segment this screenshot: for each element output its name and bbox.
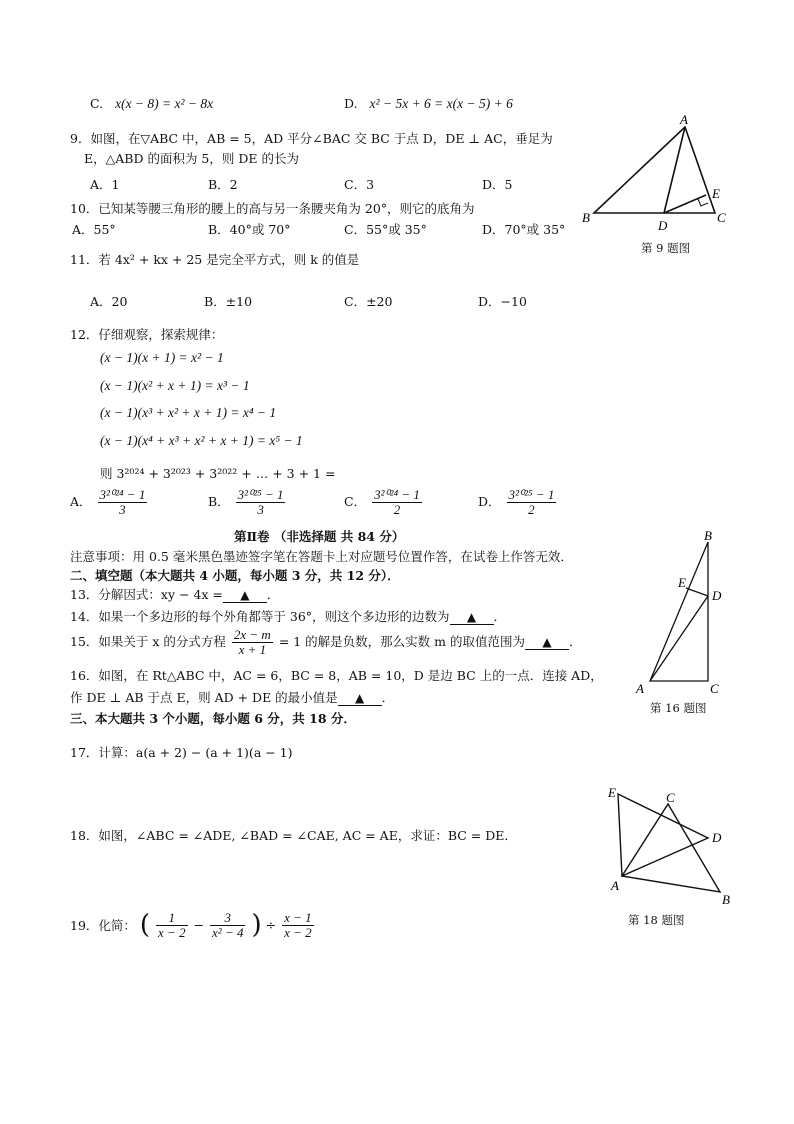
q11-option-a: A．20: [90, 294, 128, 309]
q16-label-c: C: [710, 681, 719, 696]
q16-label-a: A: [636, 681, 644, 696]
part2-notice: 注意事项：用 0.5 毫米黑色墨迹签字笔在答题卡上对应题号位置作答，在试卷上作答无效．: [70, 549, 573, 564]
section2-heading: 二、填空题（本大题共 4 小题，每小题 3 分，共 12 分）．: [70, 568, 400, 583]
q9-stem-line2: E，△ABD 的面积为 5，则 DE 的长为: [84, 151, 299, 166]
q17: 17．计算：a(a + 2) − (a + 1)(a − 1): [70, 745, 293, 760]
q9-label-d: D: [658, 218, 668, 233]
q12-rule-2: (x − 1)(x² + x + 1) = x³ − 1: [100, 378, 250, 393]
q12-rule-3: (x − 1)(x³ + x² + x + 1) = x⁴ − 1: [100, 405, 277, 420]
segment-de: [686, 588, 708, 596]
q11-option-b: B．±10: [204, 294, 253, 309]
q9-option-a: A．1: [90, 177, 120, 192]
q9-stem-line1: 9．如图，在▽ABC 中，AB = 5，AD 平分∠BAC 交 BC 于点 D，DE ⊥ AC，垂足为: [70, 131, 553, 146]
q19-left-paren: (: [139, 910, 151, 940]
q18: 18．如图，∠ABC = ∠ADE, ∠BAD = ∠CAE, AC = AE，求证：BC = DE．: [70, 828, 517, 843]
q10-option-d: D．70°或 35°: [482, 222, 566, 237]
q8-option-c: C. x(x − 8) = x² − 8x: [90, 96, 214, 111]
q12-rule-4: (x − 1)(x⁴ + x³ + x² + x + 1) = x⁵ − 1: [100, 433, 303, 448]
q12-option-d-fraction: $\frac{\text{3²⁰²⁵ − 1}}{2}$: [508, 487, 555, 517]
q15-answer-blank: ▲: [525, 635, 569, 650]
section3-heading: 三、本大题共 3 个小题，每小题 6 分，共 18 分．: [70, 711, 356, 726]
q9-label-b: B: [582, 210, 590, 225]
triangle-ade: [618, 794, 708, 876]
q11-option-d: D．−10: [478, 294, 527, 309]
q12-option-a: A． $\frac{\text{3²⁰²⁴ − 1}}{3}$: [70, 487, 146, 517]
q18-figure: [600, 780, 740, 910]
q12-option-a-fraction: $\frac{\text{3²⁰²⁴ − 1}}{3}$: [99, 487, 146, 517]
q14: 14．如果一个多边形的每个外角都等于 36°，则这个多边形的边数为 ▲ ．: [70, 609, 507, 624]
right-angle-mark: [698, 199, 708, 206]
q9-label-a: A: [680, 112, 688, 127]
q9-label-e: E: [712, 186, 720, 201]
q18-label-e: E: [608, 785, 616, 800]
q12-stem: 12．仔细观察，探索规律：: [70, 327, 224, 342]
q19-fraction-1: $\frac{1}{x - 2}$: [158, 909, 186, 940]
segment-ad: [664, 127, 685, 213]
q9-caption: 第 9 题图: [641, 241, 691, 255]
q18-label-a: A: [611, 878, 619, 893]
q9-figure: [578, 110, 748, 260]
q9-option-c: C．3: [344, 177, 375, 192]
q12-option-c: C． $\frac{\text{3²⁰²⁴ − 1}}{2}$: [344, 487, 420, 517]
q10-option-b: B．40°或 70°: [208, 222, 291, 237]
q18-label-c: C: [666, 790, 675, 805]
q19: 19．化简： ( $\frac{1}{x - 2}$ − $\frac{3}{\text{x² − 4}}$ ) ÷ $\frac{x - 1}{x - 2}$: [70, 909, 312, 940]
q9-option-b: B．2: [208, 177, 238, 192]
q16-answer-blank: ▲: [338, 691, 382, 706]
q11-stem: 11．若 4x² + kx + 25 是完全平方式，则 k 的值是: [70, 252, 360, 267]
q9-label-c: C: [717, 210, 726, 225]
q16-label-d: D: [712, 588, 722, 603]
q14-answer-blank: ▲: [450, 610, 494, 625]
q18-label-b: B: [722, 892, 730, 907]
q9-option-d: D．5: [482, 177, 513, 192]
triangle-abc: [650, 542, 708, 681]
q11-option-c: C．±20: [344, 294, 393, 309]
q19-fraction-3: $\frac{x - 1}{x - 2}$: [284, 909, 312, 940]
q10-option-c: C．55°或 35°: [344, 222, 427, 237]
q8-option-c-expr: x(x − 8) = x² − 8x: [115, 96, 214, 111]
q15-fraction: $\frac{2x - m}{x + 1}$: [233, 627, 271, 657]
q18-label-d: D: [712, 830, 722, 845]
q16-figure: [628, 530, 728, 698]
q13: 13．分解因式：xy − 4x = ▲ ．: [70, 587, 280, 602]
q10-option-a: A．55°: [72, 222, 116, 237]
q16-label-b: B: [704, 530, 712, 543]
triangle-abc: [594, 127, 715, 213]
q15: 15．如果关于 x 的分式方程 $\frac{2x - m}{x + 1}$ = 1 的解是负数，那么实数 m 的取值范围为 ▲ ．: [70, 627, 582, 657]
q10-stem: 10．已知某等腰三角形的腰上的高与另一条腰夹角为 20°，则它的底角为: [70, 201, 475, 216]
q16-stem-line1: 16．如图，在 Rt△ABC 中，AC = 6，BC = 8，AB = 10，D 是边 BC 上的一点．连接 AD，: [70, 668, 603, 683]
q12-option-b-fraction: $\frac{\text{3²⁰²⁵ − 1}}{3}$: [237, 487, 284, 517]
q19-right-paren: ): [251, 910, 262, 940]
q16-label-e: E: [678, 575, 686, 590]
q12-rule-1: (x − 1)(x + 1) = x² − 1: [100, 350, 224, 365]
segment-ad: [650, 596, 708, 681]
part2-title: 第Ⅱ卷 （非选择题 共 84 分）: [234, 529, 405, 544]
q8-option-d: D. x² − 5x + 6 = x(x − 5) + 6: [344, 96, 513, 111]
q18-caption: 第 18 题图: [628, 913, 685, 927]
q16-caption: 第 16 题图: [650, 701, 707, 715]
q19-fraction-2: $\frac{3}{\text{x² − 4}}$: [212, 909, 244, 940]
q12-option-c-fraction: $\frac{\text{3²⁰²⁴ − 1}}{2}$: [374, 487, 420, 517]
q12-then: 则 3²⁰²⁴ + 3²⁰²³ + 3²⁰²² + … + 3 + 1 =: [100, 466, 336, 481]
q16-stem-line2: 作 DE ⊥ AB 于点 E，则 AD + DE 的最小值是 ▲ ．: [70, 690, 395, 705]
q13-answer-blank: ▲: [223, 588, 267, 603]
triangle-abc: [622, 804, 720, 892]
q8-option-d-expr: x² − 5x + 6 = x(x − 5) + 6: [369, 96, 513, 111]
q12-option-b: B． $\frac{\text{3²⁰²⁵ − 1}}{3}$: [208, 487, 284, 517]
q12-option-d: D． $\frac{\text{3²⁰²⁵ − 1}}{2}$: [478, 487, 555, 517]
